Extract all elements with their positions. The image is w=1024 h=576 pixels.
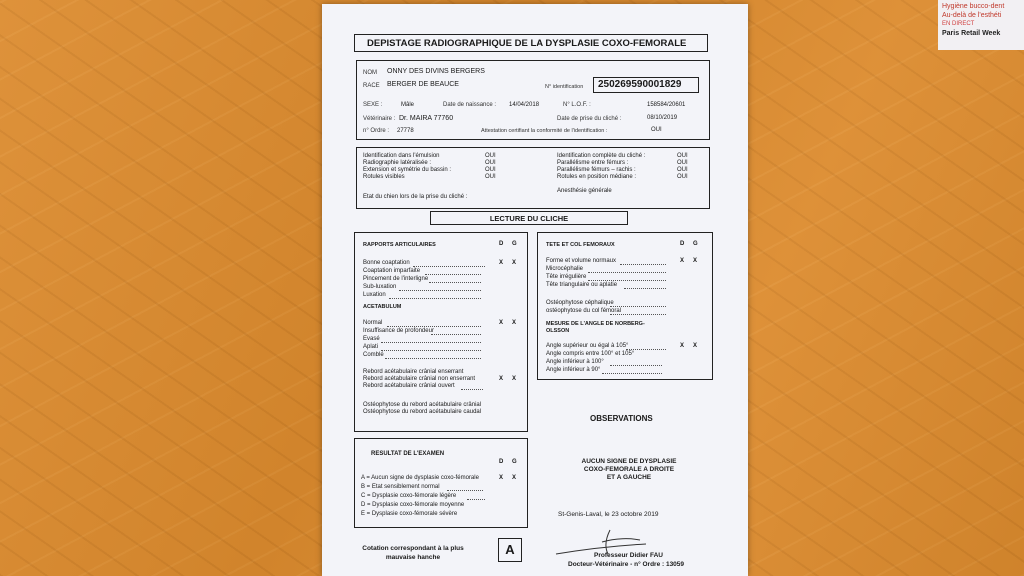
mark-g: X (512, 475, 517, 481)
vet-label: Vétérinaire : (363, 116, 396, 122)
dotted-leader (588, 280, 666, 281)
dotted-leader (385, 358, 481, 359)
vet-value: Dr. MAIRA 77760 (399, 115, 454, 122)
observation-line: COXO-FEMORALE A DROITE (583, 466, 675, 473)
col-g-header: G (512, 459, 517, 465)
rapports-articulaires-panel (354, 232, 528, 432)
check-value: OUI (485, 174, 496, 180)
result-item: D = Dysplasie coxo-fémorale moyenne (361, 502, 465, 508)
anesthesia-value: Anesthésie générale (557, 188, 612, 194)
dog-state-label: Etat du chien lors de la prise du cliché : (363, 194, 468, 200)
item-label: Angle inférieur à 90° (546, 367, 601, 373)
col-d-header: D (499, 241, 504, 247)
cotation-line1: Cotation correspondant à la plus (362, 545, 464, 552)
mark-g: X (512, 320, 517, 326)
item-label: Sub-luxation (363, 284, 397, 290)
check-label: Rotules en position médiane : (557, 174, 637, 180)
item-label: ostéophytose du col fémoral (546, 308, 622, 314)
item-label: Coaptation imparfaite (363, 268, 421, 274)
mark-g: X (512, 260, 517, 266)
dotted-leader (588, 272, 666, 273)
dotted-leader (620, 264, 666, 265)
place-date: St-Genis-Laval, le 23 octobre 2019 (558, 511, 659, 518)
check-label: Rotules visibles (363, 174, 405, 180)
item-label: Ostéophytose du rebord acétabulaire caudal (363, 409, 482, 415)
attest-value: OUI (651, 127, 662, 133)
magazine-line: Au-delà de l'esthéti (942, 12, 1002, 19)
nom-label: NOM (363, 70, 377, 76)
mark-g: X (693, 343, 698, 349)
check-label: Identification complète du cliché : (557, 153, 646, 159)
dotted-leader (381, 342, 481, 343)
id-number: 250269590001829 (593, 77, 699, 93)
dotted-leader (413, 266, 485, 267)
dotted-leader (467, 499, 485, 500)
col-d-header: D (499, 459, 504, 465)
signatory-title: Docteur-Vétérinaire - n° Ordre : 13059 (568, 561, 685, 568)
identity-block (356, 60, 710, 140)
dog-breed: BERGER DE BEAUCE (387, 81, 459, 88)
sexe-value: Mâle (401, 102, 415, 108)
magazine-line: Paris Retail Week (942, 30, 1001, 37)
item-label: Ostéophytose du rebord acétabulaire crânial (363, 402, 482, 408)
acetabulum-heading: ACETABULUM (363, 304, 402, 310)
item-label: Pincement de l'interligne (363, 276, 429, 282)
check-value: OUI (485, 153, 496, 159)
dotted-leader (602, 373, 662, 374)
check-label: Radiographie latéralisée : (363, 160, 432, 166)
check-value: OUI (677, 160, 688, 166)
race-label: RACE (363, 83, 380, 89)
item-label: Angle supérieur ou égal à 105° (546, 343, 629, 349)
dotted-leader (381, 350, 481, 351)
resultat-heading: RESULTAT DE L'EXAMEN (371, 451, 445, 457)
cliche-date-value: 08/10/2019 (647, 115, 678, 121)
ordre-label: n° Ordre : (363, 128, 390, 134)
result-item: A = Aucun signe de dysplasie coxo-fémorale (361, 475, 479, 481)
item-label: Angle inférieur à 100° (546, 359, 604, 365)
col-g-header: G (512, 241, 517, 247)
item-label: Forme et volume normaux (546, 258, 617, 264)
item-label: Rebord acétabulaire crânial ouvert (363, 383, 455, 389)
item-label: Tête triangulaire ou aplatie (546, 282, 618, 288)
dotted-leader (610, 314, 666, 315)
lecture-title-box (430, 211, 628, 225)
mark-d: X (499, 376, 504, 382)
dotted-leader (387, 326, 481, 327)
lof-value: 158584/20601 (647, 102, 686, 108)
check-label: Identification dans l'émulsion (363, 153, 440, 159)
norberg-heading-2: OLSSON (546, 328, 570, 334)
item-label: Microcéphalie (546, 266, 584, 272)
lecture-title: LECTURE DU CLICHE (489, 214, 569, 223)
mark-d: X (499, 260, 504, 266)
col-d-header: D (680, 241, 685, 247)
dotted-leader (429, 282, 481, 283)
magazine-line: Hygiène bucco-dent (942, 3, 1005, 10)
tete-heading: TETE ET COL FEMORAUX (546, 242, 615, 248)
background-magazine (938, 0, 1024, 50)
lof-label: N° L.O.F. : (563, 102, 591, 108)
birth-label: Date de naissance : (443, 102, 497, 108)
col-g-header: G (693, 241, 698, 247)
item-label: Normal (363, 320, 383, 326)
birth-value: 14/04/2018 (509, 102, 540, 108)
dotted-leader (610, 306, 666, 307)
norberg-heading: MESURE DE L'ANGLE DE NORBERG- (546, 321, 645, 327)
check-value: OUI (677, 167, 688, 173)
result-item: E = Dysplasie coxo-fémorale sévère (361, 511, 458, 517)
sexe-label: SEXE : (363, 102, 383, 108)
result-item: B = Etat sensiblement normal (361, 484, 440, 490)
observation-line: AUCUN SIGNE DE DYSPLASIE (581, 458, 677, 465)
item-label: Rebord acétabulaire crânial enserrant (363, 369, 464, 375)
item-label: Tête irrégulière (546, 274, 587, 280)
cotation-line2: mauvaise hanche (385, 554, 441, 561)
check-label: Extension et symétrie du bassin : (363, 167, 452, 173)
observations-heading: OBSERVATIONS (590, 414, 653, 423)
check-label: Parallélisme fémurs – rachis : (557, 167, 636, 173)
dotted-leader (624, 288, 666, 289)
dotted-leader (425, 274, 481, 275)
check-value: OUI (677, 153, 688, 159)
dog-name: ONNY DES DIVINS BERGERS (387, 68, 485, 75)
item-label: Aplati (363, 344, 379, 350)
item-label: Angle compris entre 100° et 105° (546, 351, 635, 357)
document-title: DEPISTAGE RADIOGRAPHIQUE DE LA DYSPLASIE COXO-FEMORALE (367, 38, 687, 49)
mark-d: X (499, 475, 504, 481)
item-label: Evasé (363, 336, 380, 342)
dotted-leader (431, 334, 481, 335)
result-item: C = Dysplasie coxo-fémorale légère (361, 493, 457, 499)
magazine-line: EN DIRECT (942, 21, 975, 27)
checks-block (356, 147, 710, 209)
final-grade: A (498, 538, 522, 562)
ordre-value: 27778 (397, 128, 414, 134)
check-value: OUI (485, 167, 496, 173)
id-label: N° identification (545, 84, 584, 90)
item-label: Comblé (363, 352, 384, 358)
rapports-heading: RAPPORTS ARTICULAIRES (363, 242, 436, 248)
dotted-leader (447, 490, 483, 491)
dotted-leader (461, 389, 483, 390)
item-label: Ostéophytose céphalique (546, 300, 614, 306)
mark-d: X (680, 343, 685, 349)
item-label: Rebord acétabulaire crânial non enserrant (363, 376, 476, 382)
dotted-leader (399, 290, 481, 291)
certificate-document (322, 4, 748, 576)
mark-g: X (693, 258, 698, 264)
dotted-leader (626, 349, 666, 350)
mark-d: X (499, 320, 504, 326)
check-value: OUI (677, 174, 688, 180)
item-label: Bonne coaptation (363, 260, 410, 266)
attest-label: Attestation certifiant la conformité de l'identification : (481, 128, 608, 134)
dotted-leader (389, 298, 481, 299)
signatory-name: Professeur Didier FAU (594, 552, 663, 559)
check-value: OUI (485, 160, 496, 166)
mark-d: X (680, 258, 685, 264)
mark-g: X (512, 376, 517, 382)
resultat-panel (354, 438, 528, 528)
dotted-leader (610, 365, 662, 366)
cliche-date-label: Date de prise du cliché : (557, 116, 622, 122)
item-label: Luxation (363, 292, 386, 298)
title-box (354, 34, 708, 52)
check-label: Parallélisme entre fémurs : (557, 160, 629, 166)
observation-line: ET A GAUCHE (606, 474, 652, 481)
tete-col-femoraux-panel (537, 232, 713, 380)
item-label: Insuffisance de profondeur (363, 328, 434, 334)
